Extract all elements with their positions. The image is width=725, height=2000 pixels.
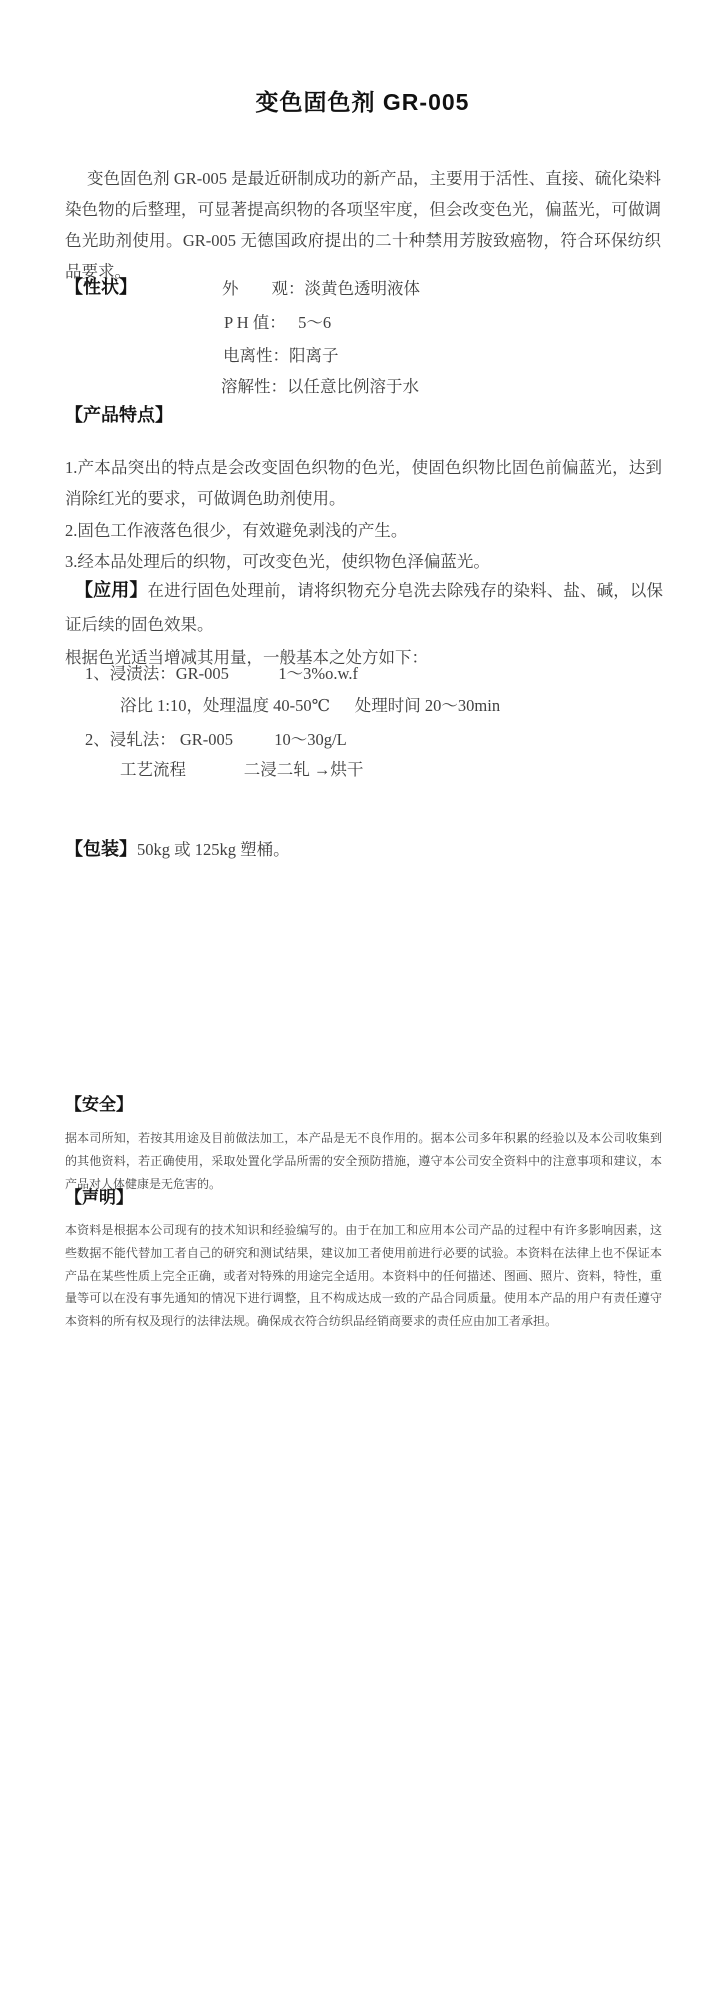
feature-item: 1.产本品突出的特点是会改变固色织物的色光，使固色织物比固色前偏蓝光，达到消除红光的要求，可做调色助剂使用。 [65,457,662,508]
page-title: 变色固色剂 GR-005 [255,89,470,115]
intro-paragraph: 变色固色剂 GR-005 是最近研制成功的新产品，主要用于活性、直接、硫化染料染色物的后整理，可显著提高织物的各项坚牢度，但会改变色光，偏蓝光，可做调色光助剂使用。GR-005 无德国政府提出的二十种禁用芳胺致癌物，符合环保纺织品要求。 [65,168,661,281]
recipe-line-bath: 浴比 1:10，处理温度 40-50℃ 处理时间 20～30min [120,696,501,715]
application-note: 根据色光适当增减其用量，一般基本之处方如下： [65,647,428,667]
property-row-ionicity: 电离性：阳离子 [223,346,339,365]
statement-text: 本资料是根据本公司现有的技术知识和经验编写的。由于在加工和应用本公司产品的过程中有许多影响因素，这些数据不能代替加工者自己的研究和测试结果，建议加工者使用前进行必要的试验。本资料在法律上也不保证本产品在某些性质上完全正确，或者对特殊的用途完全适用。本资料中的任何描述、图画、照片、资料，特性，重量等可以在没有事先通知的情况下进行调整，且不构成达成一致的产品合同质量。使用本产品的用户有责任遵守本资料的所有权及现行的法律法规。确保成衣符合纺织品经销商要求的责任应由加工者承担。 [65,1223,662,1329]
property-row-ph: P H 值： 5～6 [224,313,332,332]
recipe-line-padding: 2、浸轧法： GR-005 10～30g/L [85,730,347,749]
recipe-line-dipping: 1、浸渍法：GR-005 1～3%o.w.f [85,664,358,683]
safety-text: 据本司所知，若按其用途及目前做法加工，本产品是无不良作用的。据本公司多年积累的经验以及本公司收集到的其他资料，若正确使用，采取处置化学品所需的安全预防措施，遵守本公司安全资料中的注意事项和建议，本产品对人体健康是无危害的。 [65,1131,662,1191]
feature-item: 2.固色工作液落色很少，有效避免剥浅的产生。 [65,520,408,540]
feature-item: 3.经本品处理后的织物，可改变色光，使织物色泽偏蓝光。 [65,551,490,571]
application-paragraph [65,573,663,642]
packaging-heading: 【包装】 [65,838,137,859]
packaging-line [65,834,663,865]
packaging-text: 50kg 或 125kg 塑桶。 [137,839,290,859]
safety-heading: 【安全】 [65,1095,133,1114]
features-heading: 【产品特点】 [65,405,173,425]
property-row-solubility: 溶解性：以任意比例溶于水 [221,377,419,396]
property-row-appearance: 外 观：淡黄色透明液体 [222,279,420,298]
application-heading: 【应用】 [75,579,148,600]
application-text: 在进行固色处理前，请将织物充分皂洗去除残存的染料、盐、碱，以保证后续的固色效果。 [65,580,664,634]
recipe-line-process: 工艺流程 二浸二轧 →烘干 [120,760,364,779]
statement-heading: 【声明】 [65,1188,133,1207]
properties-heading: 【性状】 [65,277,137,297]
